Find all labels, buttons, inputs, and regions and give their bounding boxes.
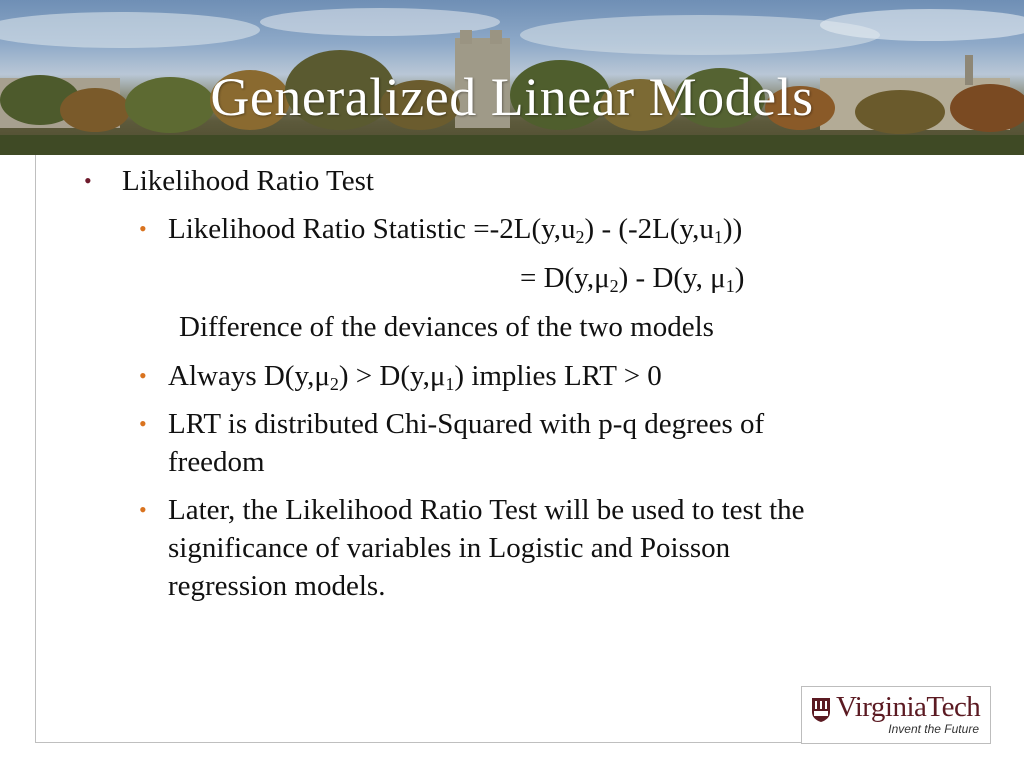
bullet-likelihood-ratio-statistic: [139, 210, 928, 248]
later-line-1: Later, the Likelihood Ratio Test will be used to test the: [168, 494, 805, 526]
later-line-2: significance of variables in Logistic and Poisson: [168, 532, 731, 564]
frame-left-border: [35, 155, 36, 743]
chi-line-1: LRT is distributed Chi-Squared with p-q degrees of: [168, 408, 765, 440]
deviance-note: Difference of the deviances of the two models: [179, 311, 714, 343]
bullet-dot-icon: •: [139, 497, 147, 522]
always-text: Always $D(y,\mu_2) > D(y,\mu_1)$ implies LRT > 0: [168, 360, 662, 394]
bullet-dot-icon: •: [139, 363, 147, 388]
logo-wordmark: VirginiaTech: [836, 691, 981, 723]
header-banner: [0, 0, 1024, 155]
shield-icon: [811, 697, 831, 723]
bullet-dot-icon: •: [84, 168, 92, 193]
bullet-always: [139, 357, 928, 395]
virginia-tech-logo: [801, 686, 991, 744]
deviance-equation: = $D(y,\mu_2) - D(y$, $\mu_1$): [520, 262, 745, 296]
bullet-later: [139, 491, 928, 605]
bullet-chi-squared: [139, 405, 928, 481]
bullet-dot-icon: •: [139, 216, 147, 241]
logo-tagline: Invent the Future: [888, 722, 979, 736]
later-line-3: regression models.: [168, 570, 386, 602]
bullet-text: Likelihood Ratio Test: [122, 165, 374, 197]
lrs-text: Likelihood Ratio Statistic $=-2L(y,u_2) - (-2L(y,u_1))$: [168, 213, 743, 247]
bullet-dot-icon: •: [139, 411, 147, 436]
chi-line-2: freedom: [168, 446, 265, 478]
bullet-likelihood-ratio-test: [84, 162, 374, 200]
slide-title: Generalized Linear Models: [210, 67, 814, 127]
